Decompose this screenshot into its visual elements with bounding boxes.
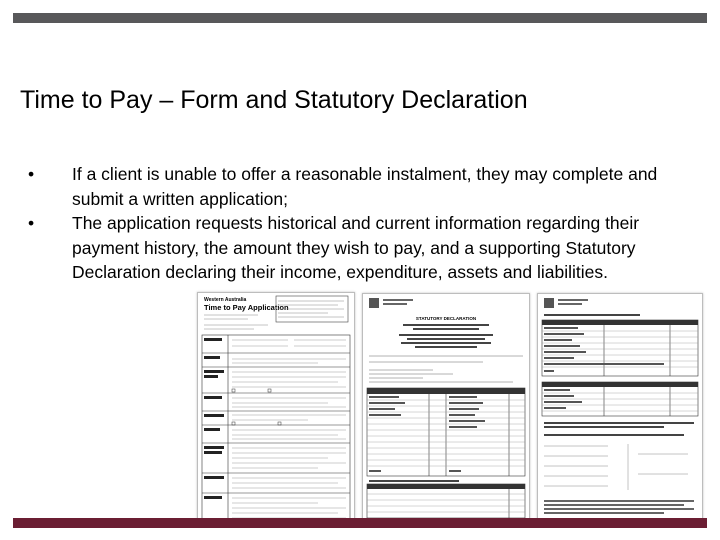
bullet-marker: • (28, 164, 35, 184)
bullet-list (28, 162, 688, 285)
bottom-accent-bar (13, 518, 707, 528)
top-accent-bar (13, 13, 707, 23)
bullet-text: If a client is unable to offer a reasonable instalment, they may complete and submit a written application; (72, 164, 658, 209)
declaration-heading: STATUTORY DECLARATION (415, 316, 477, 321)
bullet-text: The application requests historical and current information regarding their payment history, the amount they wish to pay, and a supporting Statutory Declaration declaring their income, expenditure, assets and liabilities. (72, 213, 640, 282)
form-heading: Time to Pay Application (204, 303, 289, 312)
time-to-pay-form-thumbnail (197, 292, 355, 526)
svg-text:Western Australia: Western Australia (204, 297, 247, 303)
statutory-declaration-thumbnail (362, 293, 530, 522)
assets-liabilities-thumbnail (537, 293, 703, 525)
bullet-item (28, 211, 688, 285)
bullet-marker: • (28, 213, 35, 233)
bullet-item (28, 162, 688, 211)
slide-title: Time to Pay – Form and Statutory Declaration (20, 86, 528, 114)
